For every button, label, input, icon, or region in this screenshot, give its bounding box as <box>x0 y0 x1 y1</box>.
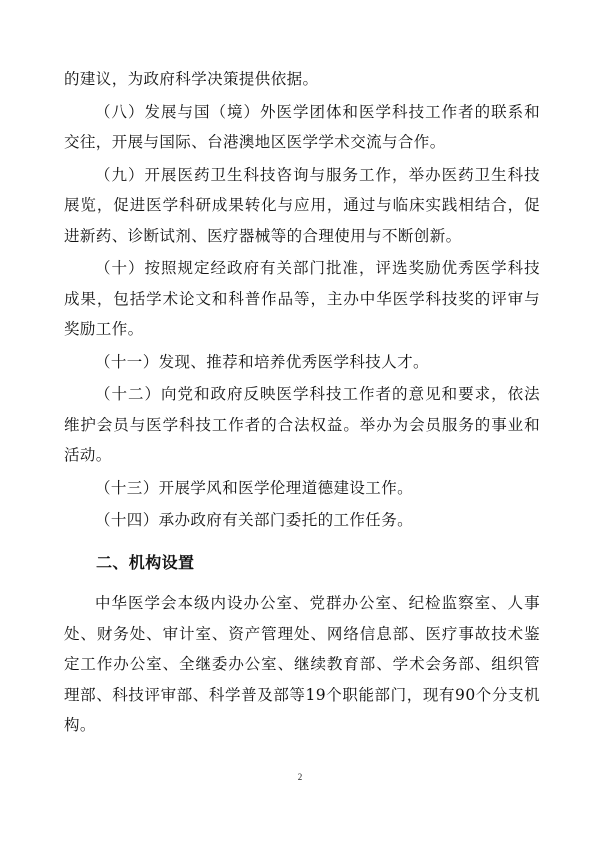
section-heading: 二、机构设置 <box>96 552 195 572</box>
paragraph: 中华医学会本级内设办公室、党群办公室、纪检监察室、人事处、财务处、审计室、资产管理处、网络信息部、医疗事故技术鉴定工作办公室、全继委办公室、继续教育部、学术会务部、组织管理部、科技评审部、科学普及部等19个职能部门，现有90个分支机构。 <box>64 594 540 734</box>
paragraph: （十一）发现、推荐和培养优秀医学科技人才。 <box>95 352 429 371</box>
page-body <box>64 64 540 743</box>
paragraph: （十二）向党和政府反映医学科技工作者的意见和要求，依法维护会员与医学科技工作者的合法权益。举办为会员服务的事业和活动。 <box>64 385 540 464</box>
paragraph: （十四）承办政府有关部门委托的工作任务。 <box>95 511 414 529</box>
paragraph: （十三）开展学风和医学伦理道德建设工作。 <box>95 478 414 497</box>
paragraph: （八）发展与国（境）外医学团体和医学科技工作者的联系和交往，开展与国际、台港澳地区医学学术交流与合作。 <box>64 102 540 151</box>
page-number: 2 <box>297 772 303 782</box>
paragraph: 的建议，为政府科学决策提供依据。 <box>64 70 319 88</box>
paragraph: （九）开展医药卫生科技咨询与服务工作，举办医药卫生科技展览，促进医学科研成果转化与应用，通过与临床实践相结合，促进新药、诊断试剂、医疗器械等的合理使用与不断创新。 <box>64 165 540 245</box>
paragraph: （十）按照规定经政府有关部门批准，评选奖励优秀医学科技成果，包括学术论文和科普作品等，主办中华医学科技奖的评审与奖励工作。 <box>64 259 540 338</box>
